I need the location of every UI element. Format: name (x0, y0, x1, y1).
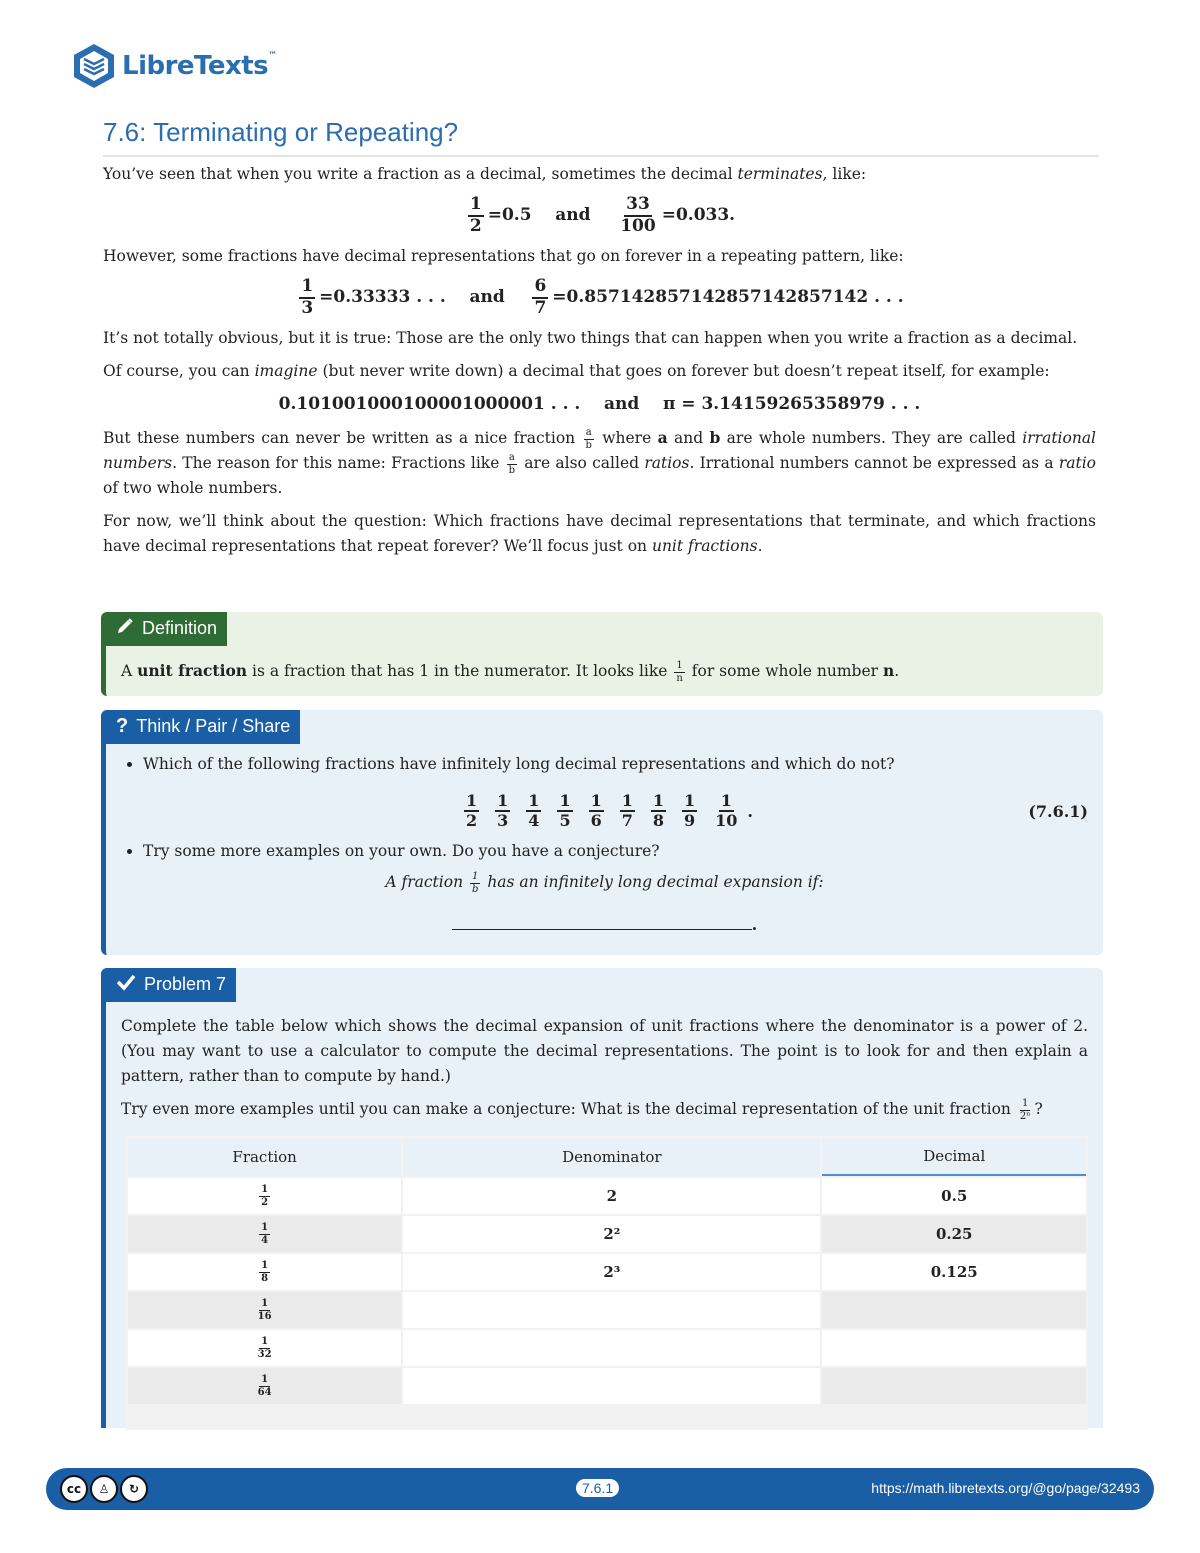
problem-7-header: Problem 7 (106, 968, 236, 1002)
definition-header: Definition (106, 612, 227, 646)
equation-number: (7.6.1) (1028, 802, 1088, 821)
decimal-cell[interactable] (822, 1368, 1086, 1404)
page-url[interactable]: https://math.libretexts.org/@go/page/32493 (871, 1480, 1140, 1496)
unit-fraction: $\frac{1}{8}$ (652, 790, 664, 830)
decimal-cell[interactable] (822, 1292, 1086, 1328)
table-row (128, 1292, 1086, 1328)
decimal-cell[interactable] (822, 1330, 1086, 1366)
header-decimal: Decimal (822, 1138, 1086, 1176)
table-row (128, 1254, 1086, 1290)
repeating-examples-equation: $\frac{1}{3}$ =0.33333 . . . and $\frac{6}{7}$ =0.857142857142857142857142 . . . (301, 276, 904, 318)
problem-paragraph-1: Complete the table below which shows the decimal expansion of unit fractions where the denominator is a power of 2. (You may want to use a calculator to compute the decimal representations. The point is to look for and then explain a pattern, rather than to compute by hand.) (121, 1017, 1088, 1085)
terminating-examples-equation: $\frac{1}{2}$ =0.5 and $\frac{33}{100}$ =0.033. (469, 194, 736, 236)
powers-of-two-table (126, 1136, 1088, 1430)
problem-paragraph-2: Try even more examples until you can make a conjecture: What is the decimal representation of the unit fraction $\frac{1}{\text{2ⁿ}}$ ? (121, 1098, 1043, 1122)
fraction-cell: $\frac{1}{32}$ (128, 1330, 401, 1366)
definition-box (101, 612, 1103, 696)
denominator-cell[interactable]: 2 (403, 1178, 820, 1214)
fraction-cell: $\frac{1}{4}$ (128, 1216, 401, 1252)
denominator-cell[interactable]: 2² (403, 1216, 820, 1252)
unit-fraction: $\frac{1}{5}$ (559, 790, 571, 830)
table-row (128, 1178, 1086, 1214)
think-question-1: • Which of the following fractions have infinitely long decimal representations and which do not? (143, 752, 1088, 777)
intro-paragraph-5: But these numbers can never be written as a nice fraction $\frac{a}{b}$ where a and b are whole numbers. They are called irrational numbers. The reason for this name: Fractions like $\frac{a}{b}$ are also called ratios. Irrational numbers cannot be expressed as a ratio of two whole numbers. (103, 427, 1097, 498)
unit-fraction: $\frac{1}{9}$ (684, 790, 696, 830)
fraction-cell: $\frac{1}{64}$ (128, 1368, 401, 1404)
intro-paragraph-3: It’s not totally obvious, but it is true: Those are the only two things that can happen when you write a fraction as a decimal. (103, 329, 1078, 348)
pencil-icon (116, 617, 134, 640)
unit-fraction: $\frac{1}{10}$ (715, 790, 738, 830)
unit-fraction: $\frac{1}{4}$ (528, 790, 540, 830)
table-row (128, 1368, 1086, 1404)
table-row (128, 1330, 1086, 1366)
fraction-cell: $\frac{1}{16}$ (128, 1292, 401, 1328)
think-question-2: • Try some more examples on your own. Do you have a conjecture? (143, 839, 1088, 864)
decimal-cell[interactable]: 0.25 (822, 1216, 1086, 1252)
checkmark-icon (116, 973, 136, 996)
think-pair-share-box (101, 710, 1103, 955)
intro-paragraph-1: You’ve seen that when you write a fraction as a decimal, sometimes the decimal terminates, like: (103, 165, 867, 183)
decimal-cell[interactable]: 0.5 (822, 1178, 1086, 1214)
problem-7-body (121, 1014, 1088, 1122)
think-pair-share-header: ? Think / Pair / Share (106, 710, 300, 744)
page-number: 7.6.1 (576, 1479, 619, 1497)
libretexts-logo-text: LibreTexts™ (122, 51, 277, 81)
table-row (128, 1216, 1086, 1252)
problem-7-box (101, 968, 1103, 1428)
intro-paragraph-4: Of course, you can imagine (but never write down) a decimal that goes on forever but doesn’t repeat itself, for example: (103, 362, 1050, 381)
sa-share-alike-icon: ↻ (120, 1475, 148, 1503)
denominator-cell[interactable]: 2³ (403, 1254, 820, 1290)
unit-fraction: $\frac{1}{7}$ (621, 790, 633, 830)
question-mark-icon: ? (116, 715, 129, 737)
header-fraction: Fraction (128, 1138, 401, 1176)
denominator-cell[interactable] (403, 1292, 820, 1328)
page-title: 7.6: Terminating or Repeating? (103, 117, 459, 147)
title-divider (103, 155, 1099, 157)
libretexts-logo-icon (72, 42, 116, 90)
unit-fraction-list (456, 792, 747, 831)
header-denominator: Denominator (403, 1138, 820, 1176)
decimal-cell[interactable]: 0.125 (822, 1254, 1086, 1290)
unit-fraction: $\frac{1}{6}$ (590, 790, 602, 830)
libretexts-logo[interactable] (72, 40, 277, 92)
cc-icon: cc (60, 1475, 88, 1503)
irrational-examples-equation: 0.101001000100001000001 . . . and π = 3.14159265358979 . . . (278, 394, 921, 415)
page-footer (46, 1468, 1154, 1510)
fraction-cell: $\frac{1}{8}$ (128, 1254, 401, 1290)
denominator-cell[interactable] (403, 1368, 820, 1404)
intro-paragraph-2: However, some fractions have decimal representations that go on forever in a repeating pattern, like: (103, 247, 904, 266)
table-header-row (128, 1138, 1086, 1176)
intro-paragraph-6: For now, we’ll think about the question: Which fractions have decimal representations that terminate, and which fractions have decimal representations that repeat forever? We’ll focus just on unit fractions. (103, 512, 1096, 556)
unit-fraction: $\frac{1}{2}$ (466, 790, 478, 830)
think-pair-share-body (121, 752, 1088, 938)
denominator-cell[interactable] (403, 1330, 820, 1366)
cc-license-badge[interactable] (60, 1475, 148, 1503)
conjecture-blank[interactable]: . (121, 911, 1088, 938)
intro-content (103, 162, 1096, 567)
conjecture-prompt: A fraction $\frac{1}{b}$ has an infinitely long decimal expansion if: (385, 871, 824, 895)
fraction-cell: $\frac{1}{2}$ (128, 1178, 401, 1214)
by-attribution-icon: ♙ (90, 1475, 118, 1503)
definition-text: A unit fraction is a fraction that has 1 in the numerator. It looks like $\frac{1}{n}$ for some whole number n. (121, 660, 900, 684)
unit-fraction: $\frac{1}{3}$ (497, 790, 509, 830)
table-row (128, 1406, 1086, 1428)
equation-7-6-1: $\frac{1}{2}$ $\frac{1}{3}$ $\frac{1}{4}$ $\frac{1}{5}$ $\frac{1}{6}$ $\frac{1}{7}$ $\frac{1}{8}$ $\frac{1}{9}$ $\frac{1}{10}$ . (7.6.1) (121, 783, 1088, 839)
